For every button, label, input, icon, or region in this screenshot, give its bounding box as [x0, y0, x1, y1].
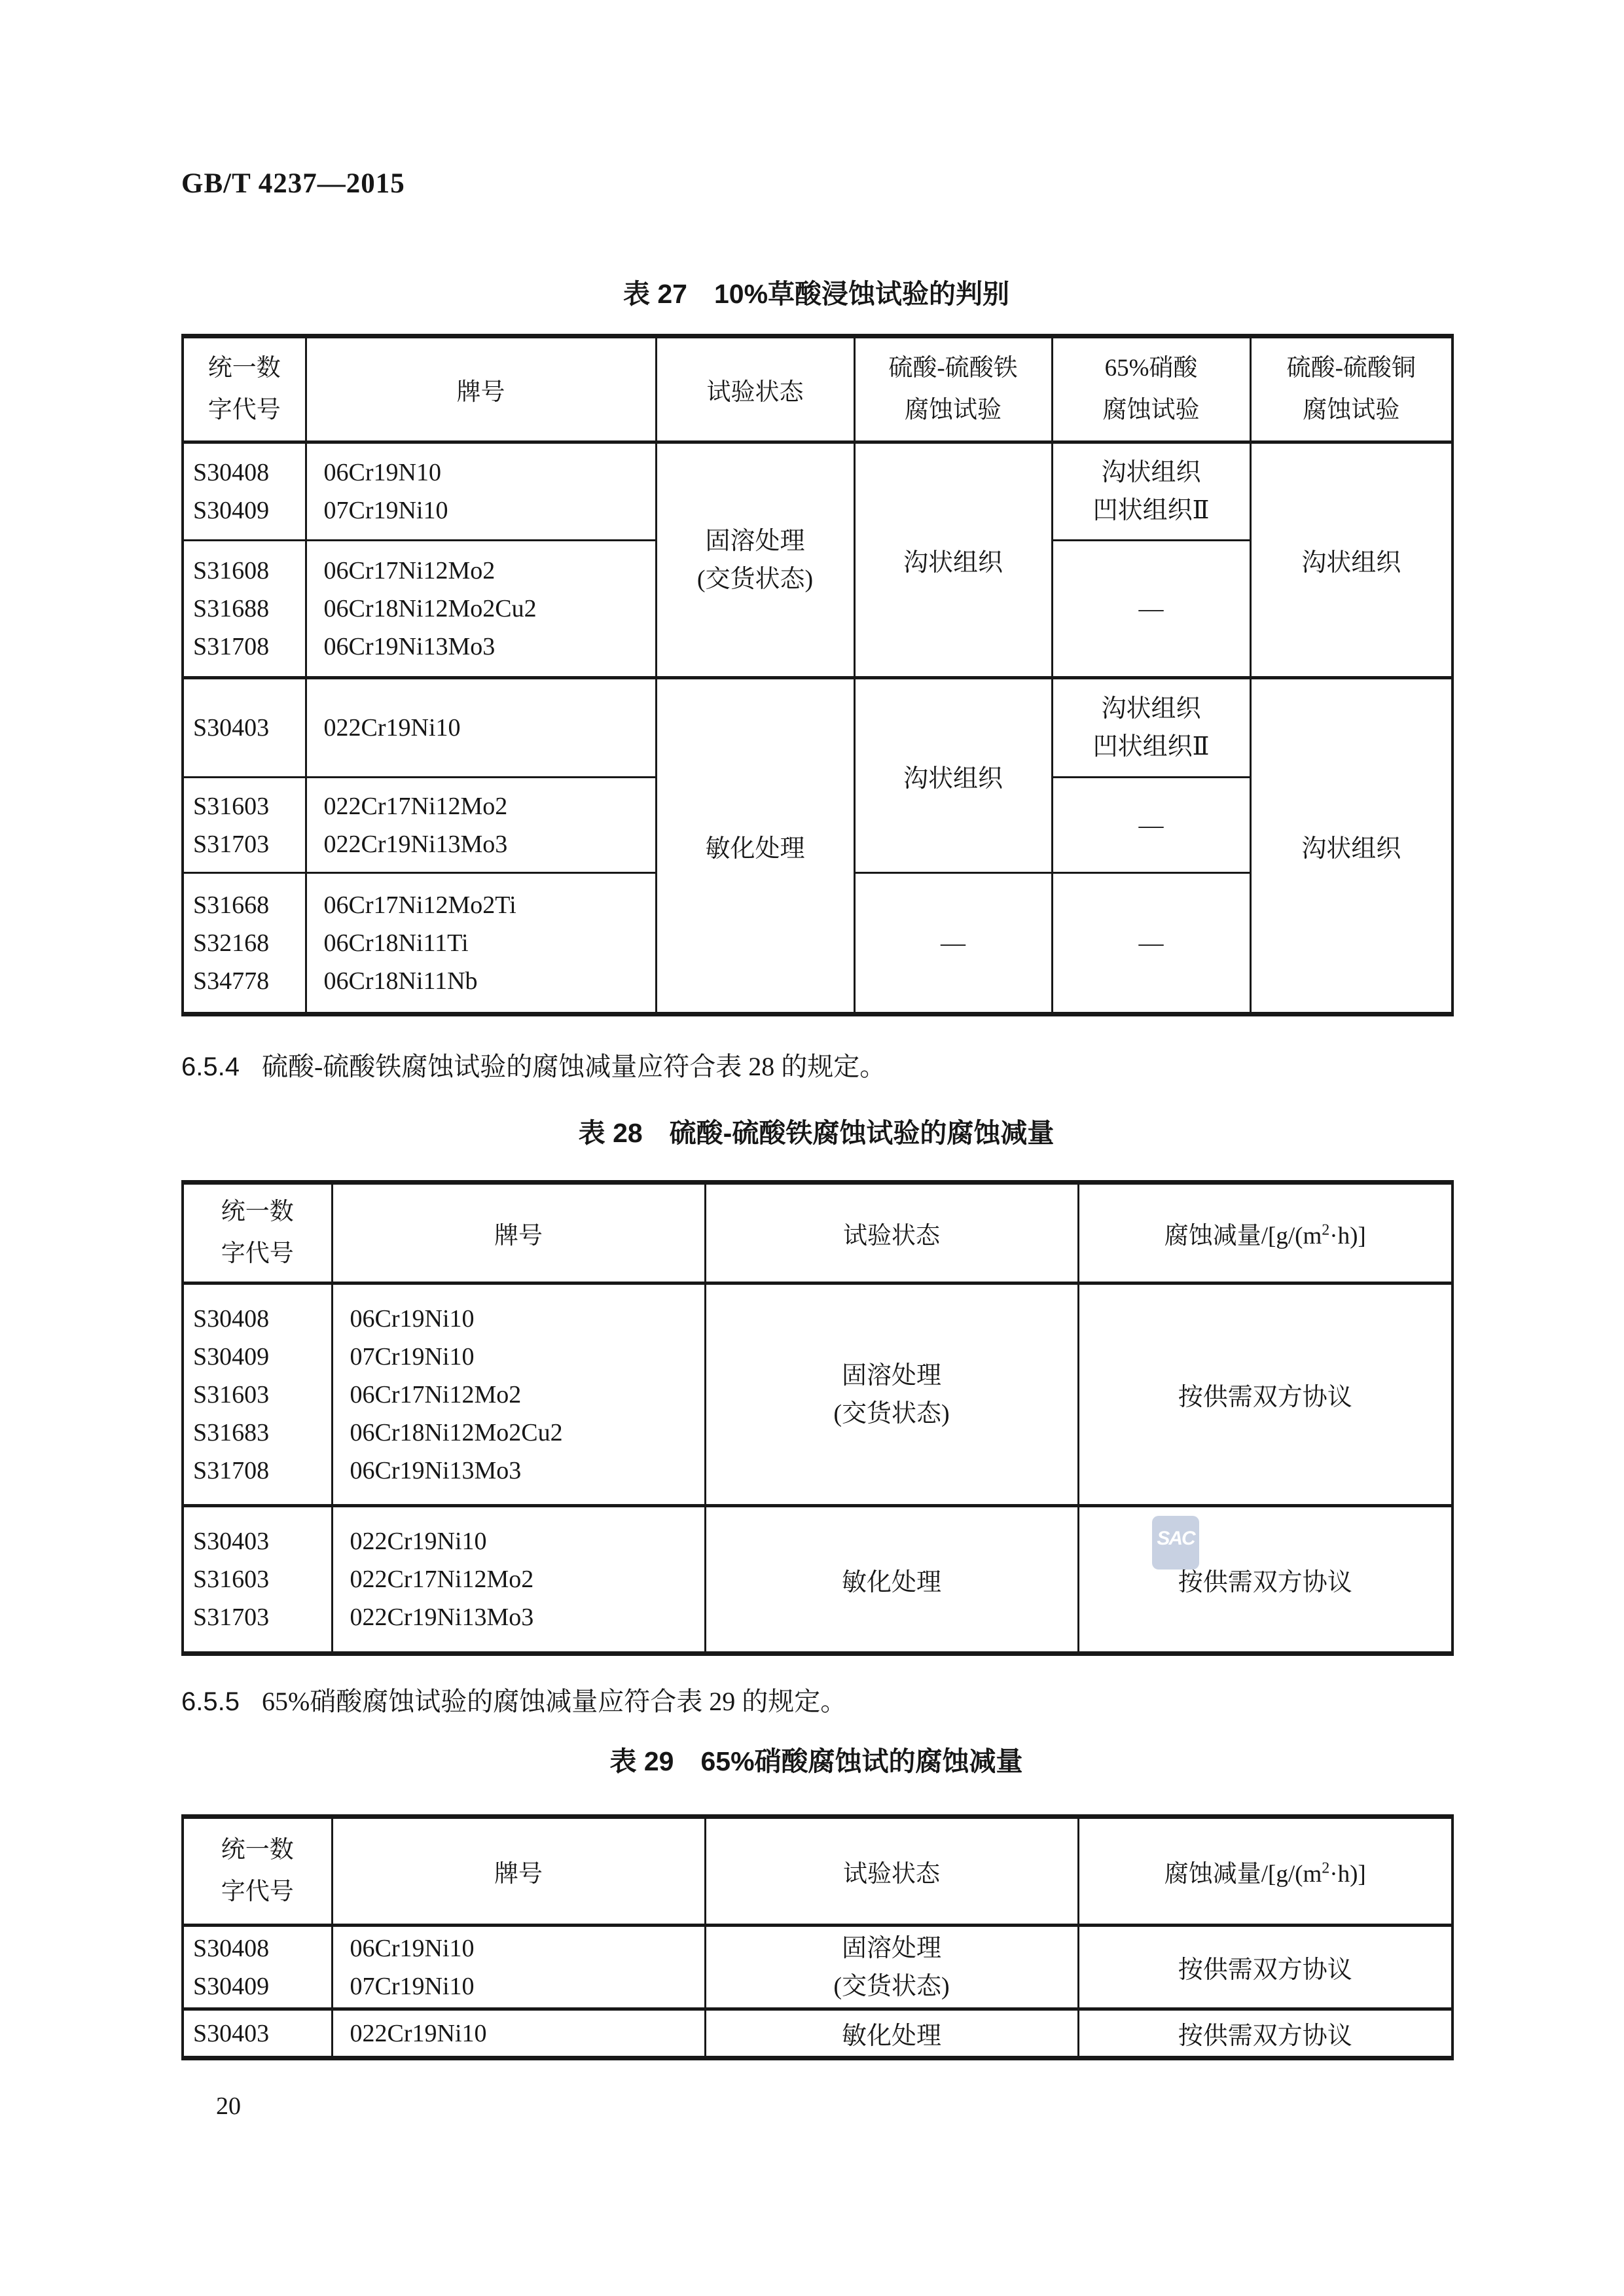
cell-loss-value: 按供需双方协议	[1078, 1506, 1453, 1654]
cell-ferric-result: 沟状组织	[854, 442, 1052, 678]
t27-header-copper-test: 硫酸-硫酸铜 腐蚀试验	[1250, 336, 1453, 442]
cell-grades: 06Cr17Ni12Mo2 06Cr18Ni12Mo2Cu2 06Cr19Ni13Mo3	[306, 541, 656, 678]
cell-codes: S30403	[183, 2009, 332, 2058]
clause-number: 6.5.5	[181, 1687, 240, 1716]
cell-ferric-result: 沟状组织	[854, 678, 1052, 873]
t27-header-ferric-test: 硫酸-硫酸铁 腐蚀试验	[854, 336, 1052, 442]
sac-watermark-text: SAC	[1157, 1528, 1195, 1549]
table-27-title: 表 27 10%草酸浸蚀试验的判别	[623, 279, 1010, 309]
table-row	[183, 2009, 1453, 2058]
table-29	[181, 1814, 1454, 2060]
cell-nitric-result: 沟状组织 凹状组织Ⅱ	[1052, 442, 1250, 541]
cell-codes: S30403 S31603 S31703	[183, 1506, 332, 1654]
page-number: 20	[216, 2092, 241, 2120]
cell-nitric-result: —	[1052, 873, 1250, 1014]
table-28	[181, 1180, 1454, 1656]
table-27	[181, 334, 1454, 1016]
t27-header-nitric-test: 65%硝酸 腐蚀试验	[1052, 336, 1250, 442]
t27-header-code: 统一数 字代号	[183, 336, 306, 442]
cell-test-state: 固溶处理 (交货状态)	[705, 1283, 1078, 1506]
cell-grades: 022Cr19Ni10	[306, 678, 656, 778]
cell-grades: 022Cr19Ni10	[332, 2009, 705, 2058]
cell-grades: 06Cr19N10 07Cr19Ni10	[306, 442, 656, 541]
t28-header-loss-unit: 腐蚀减量$/[g/(m^2\cdot h)]$	[1078, 1183, 1453, 1283]
cell-nitric-result: —	[1052, 541, 1250, 678]
cell-codes: S31603 S31703	[183, 778, 306, 873]
t28-header-grade: 牌号	[332, 1183, 705, 1283]
table-28-header-row	[183, 1183, 1453, 1283]
t29-header-code: 统一数 字代号	[183, 1817, 332, 1926]
cell-test-state: 固溶处理 (交货状态)	[705, 1926, 1078, 2009]
clause-6-5-4	[181, 1046, 886, 1083]
table-row	[183, 442, 1453, 541]
table-27-header-row	[183, 336, 1453, 442]
cell-grades: 06Cr19Ni10 07Cr19Ni10 06Cr17Ni12Mo2 06Cr18Ni12Mo2Cu2 06Cr19Ni13Mo3	[332, 1283, 705, 1506]
clause-6-5-5	[181, 1681, 846, 1718]
cell-nitric-result: 沟状组织 凹状组织Ⅱ	[1052, 678, 1250, 778]
t29-header-state: 试验状态	[705, 1817, 1078, 1926]
cell-loss-value: 按供需双方协议	[1078, 2009, 1453, 2058]
cell-grades: 022Cr17Ni12Mo2 022Cr19Ni13Mo3	[306, 778, 656, 873]
cell-codes: S31608 S31688 S31708	[183, 541, 306, 678]
table-28-title: 表 28 硫酸-硫酸铁腐蚀试验的腐蚀减量	[578, 1118, 1055, 1148]
t27-header-grade: 牌号	[306, 336, 656, 442]
cell-grades: 06Cr17Ni12Mo2Ti 06Cr18Ni11Ti 06Cr18Ni11Nb	[306, 873, 656, 1014]
t28-header-code: 统一数 字代号	[183, 1183, 332, 1283]
clause-text: 65%硝酸腐蚀试验的腐蚀减量应符合表 29 的规定。	[261, 1687, 847, 1716]
cell-codes: S31668 S32168 S34778	[183, 873, 306, 1014]
table-29-header-row	[183, 1817, 1453, 1926]
table-row	[183, 1283, 1453, 1506]
superscript-2: 2	[1322, 1221, 1330, 1239]
cell-codes: S30408 S30409	[183, 1926, 332, 2009]
t28-header-state: 试验状态	[705, 1183, 1078, 1283]
cell-test-state: 敏化处理	[705, 1506, 1078, 1654]
cell-test-state: 敏化处理	[656, 678, 854, 1014]
table-row	[183, 1506, 1453, 1654]
table-row	[183, 1926, 1453, 2009]
doc-code: GB/T 4237—2015	[181, 168, 405, 199]
table-row	[183, 678, 1453, 778]
cell-codes: S30408 S30409 S31603 S31683 S31708	[183, 1283, 332, 1506]
cell-test-state: 固溶处理 (交货状态)	[656, 442, 854, 678]
cell-codes: S30408 S30409	[183, 442, 306, 541]
cell-ferric-result: —	[854, 873, 1052, 1014]
table-29-title: 表 29 65%硝酸腐蚀试的腐蚀减量	[609, 1746, 1023, 1776]
t27-header-state: 试验状态	[656, 336, 854, 442]
cell-codes: S30403	[183, 678, 306, 778]
cell-loss-value: 按供需双方协议	[1078, 1926, 1453, 2009]
cell-loss-value: 按供需双方协议	[1078, 1283, 1453, 1506]
cell-test-state: 敏化处理	[705, 2009, 1078, 2058]
cell-copper-result: 沟状组织	[1250, 678, 1453, 1014]
t29-header-grade: 牌号	[332, 1817, 705, 1926]
clause-number: 6.5.4	[181, 1052, 240, 1081]
cell-copper-result: 沟状组织	[1250, 442, 1453, 678]
cell-grades: 06Cr19Ni10 07Cr19Ni10	[332, 1926, 705, 2009]
superscript-2: 2	[1322, 1859, 1330, 1877]
clause-text: 硫酸-硫酸铁腐蚀试验的腐蚀减量应符合表 28 的规定。	[261, 1052, 886, 1081]
cell-grades: 022Cr19Ni10 022Cr17Ni12Mo2 022Cr19Ni13Mo3	[332, 1506, 705, 1654]
cell-nitric-result: —	[1052, 778, 1250, 873]
t29-header-loss-unit: 腐蚀减量$/[g/(m^2\cdot h)]$	[1078, 1817, 1453, 1926]
